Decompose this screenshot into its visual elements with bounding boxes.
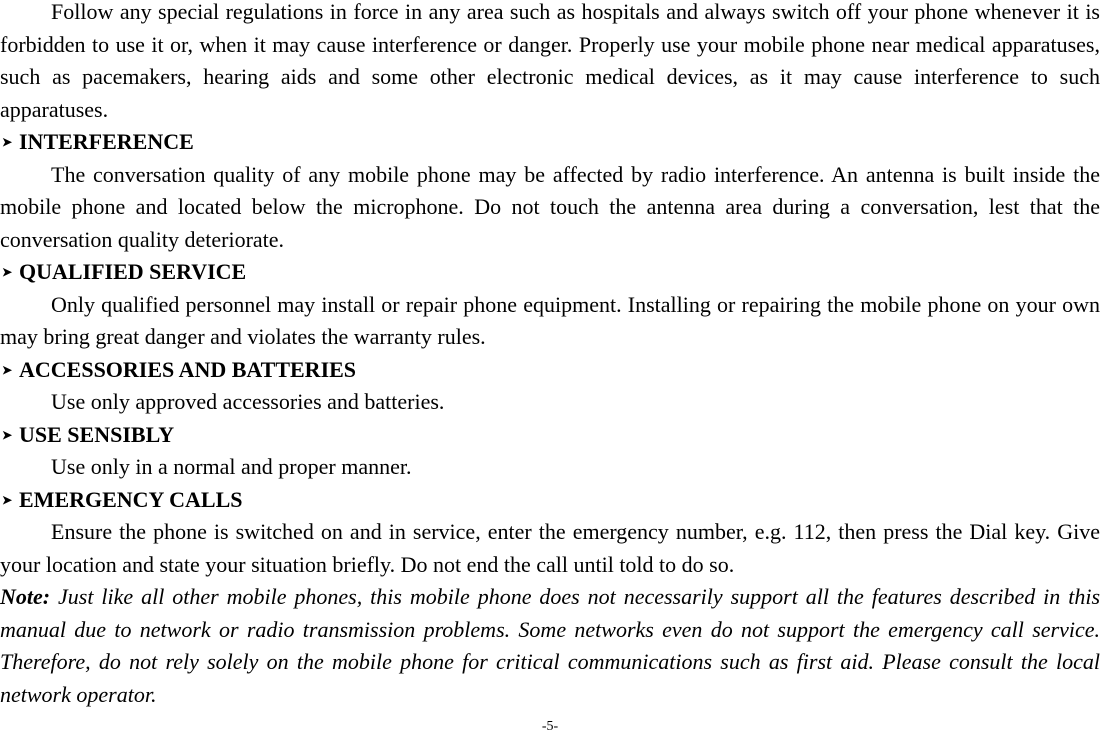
- intro-paragraph: Follow any special regulations in force in any area such as hospitals and always switch off your phone whenever it is forbidden to use it or, when it may cause interference or danger. Properly use your mobile phone near medical apparatuses, such as pacemakers, hearing aids and some other electronic medical devices, as it may cause interference to such apparatuses.: [0, 0, 1100, 122]
- section-heading-interference: [0, 126, 1100, 159]
- arrow-bullet-icon: ➤: [2, 362, 13, 377]
- section-title: QUALIFIED SERVICE: [19, 259, 247, 284]
- section-body-use-sensibly: Use only in a normal and proper manner.: [51, 454, 412, 479]
- page-number: -5-: [541, 719, 559, 734]
- section-title: ACCESSORIES AND BATTERIES: [19, 356, 357, 382]
- section-body-accessories-batteries: Use only approved accessories and batteries.: [51, 389, 445, 414]
- note-paragraph: [0, 581, 1100, 711]
- arrow-bullet-icon: ➤: [2, 492, 13, 507]
- arrow-bullet-icon: ➤: [2, 135, 13, 149]
- section-heading-use-sensibly: [0, 419, 1100, 452]
- section-heading-qualified-service: [0, 256, 1100, 289]
- section-heading-emergency-calls: [0, 484, 1100, 517]
- section-body-qualified-service: Only qualified personnel may install or repair phone equipment. Installing or repairing the mobile phone on your own may bring great danger and violates the warranty rules.: [0, 291, 1100, 349]
- arrow-bullet-icon: ➤: [2, 265, 13, 279]
- section-title: EMERGENCY CALLS: [19, 486, 243, 512]
- arrow-bullet-icon: ➤: [2, 427, 13, 442]
- note-label: Note:: [0, 584, 51, 609]
- section-heading-accessories-batteries: [0, 354, 1100, 387]
- note-text: Just like all other mobile phones, this mobile phone does not necessarily support all the features described in this manual due to network or radio transmission problems. Some networks even do not support the emergency call service. Therefore, do not rely solely on the mobile phone for critical communications such as first aid. Please consult the local network operator.: [0, 584, 1100, 707]
- section-body-emergency-calls: Ensure the phone is switched on and in service, enter the emergency number, e.g. 112, then press the Dial key. Give your location and state your situation briefly. Do not end the call until told to do so.: [0, 519, 1100, 577]
- section-title: INTERFERENCE: [19, 129, 194, 154]
- section-body-interference: The conversation quality of any mobile phone may be affected by radio interference. An antenna is built inside the mobile phone and located below the microphone. Do not touch the antenna area during a conversation, lest that the conversation quality deteriorate.: [0, 161, 1100, 252]
- section-title: USE SENSIBLY: [19, 421, 175, 447]
